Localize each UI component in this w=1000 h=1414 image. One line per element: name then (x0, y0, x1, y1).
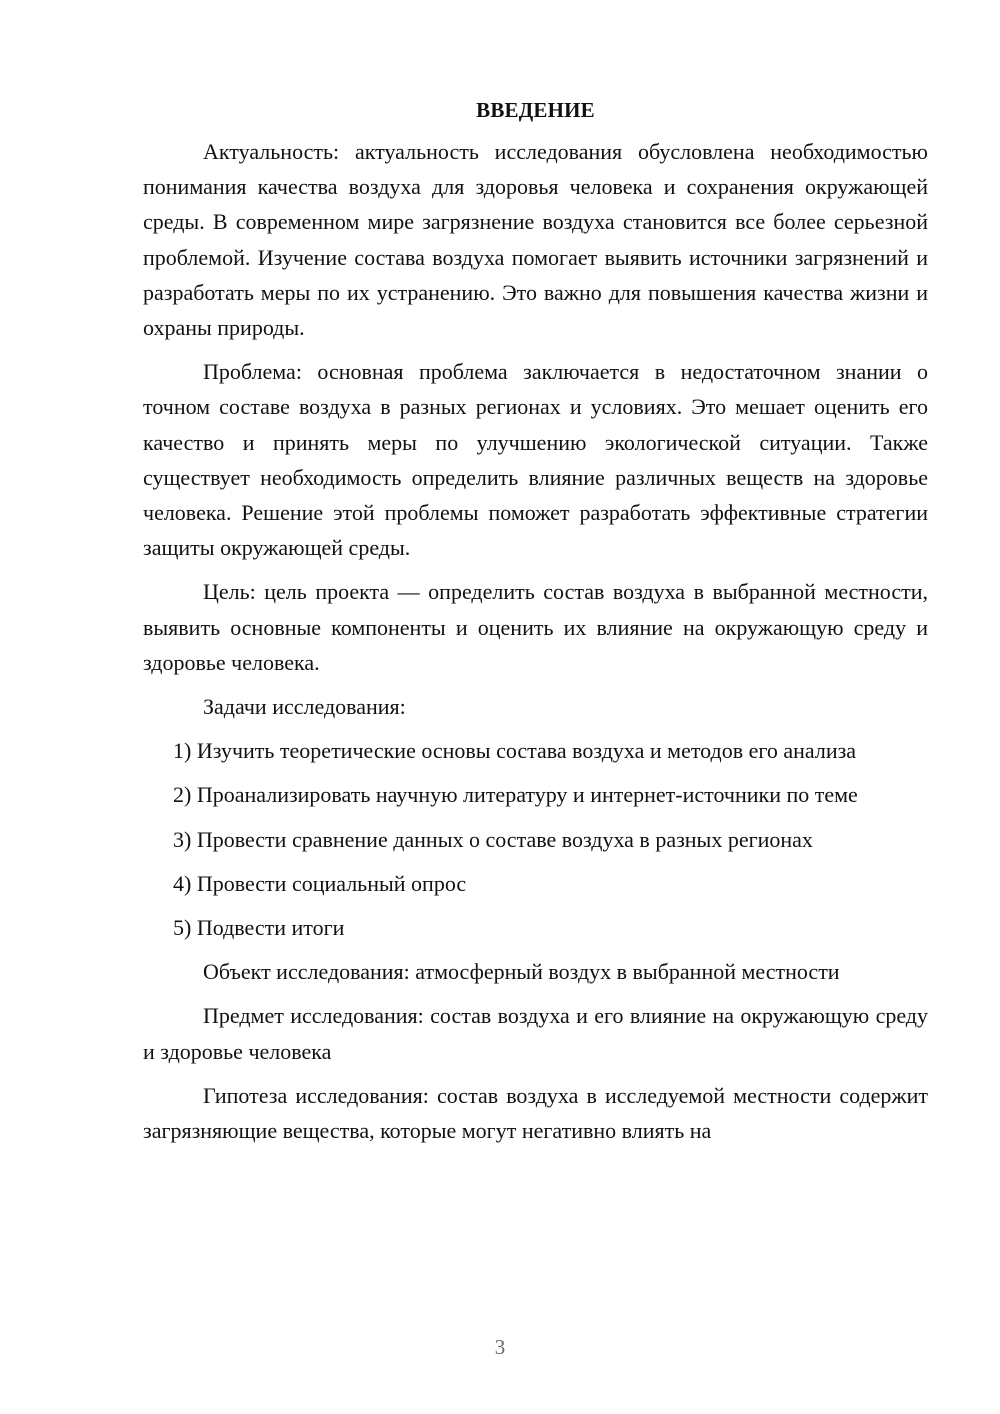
paragraph-goal: Цель: цель проекта — определить состав воздуха в выбранной местности, выявить основные компоненты и оценить их влияние на окружающую среду и здоровье человека. (143, 579, 928, 675)
paragraph-problem: Проблема: основная проблема заключается в недостаточном знании о точном составе воздуха в разных регионах и условиях. Это мешает оценить его качество и принять меры по улучшению экологической ситуации. Также существует необходимость определить влияние различных веществ на здоровье человека. Решение этой проблемы поможет разработать эффективные стратегии защиты окружающей среды. (143, 359, 928, 561)
paragraph-relevance: Актуальность: актуальность исследования обусловлена необходимостью понимания качества воздуха для здоровья человека и сохранения окружающей среды. В современном мире загрязнение воздуха становится все более серьезной проблемой. Изучение состава воздуха помогает выявить источники загрязнений и разработать меры по их устранению. Это важно для повышения качества жизни и охраны природы. (143, 139, 928, 341)
task-item-4: 4) Провести социальный опрос (173, 870, 467, 896)
paragraph-hypothesis: Гипотеза исследования: состав воздуха в исследуемой местности содержит загрязняющие вещества, которые могут негативно влиять на (143, 1082, 928, 1144)
section-title: ВВЕДЕНИЕ (476, 98, 595, 122)
paragraph-object: Объект исследования: атмосферный воздух в выбранной местности (203, 959, 840, 985)
page-number: 3 (494, 1335, 506, 1359)
task-item-1: 1) Изучить теоретические основы состава воздуха и методов его анализа (173, 738, 857, 764)
task-item-2: 2) Проанализировать научную литературу и интернет-источники по теме (173, 782, 858, 808)
paragraph-subject: Предмет исследования: состав воздуха и его влияние на окружающую среду и здоровье человека (143, 1003, 928, 1064)
page-content (143, 96, 928, 1148)
task-item-5: 5) Подвести итоги (173, 915, 345, 941)
task-item-3: 3) Провести сравнение данных о составе воздуха в разных регионах (173, 826, 813, 852)
tasks-heading: Задачи исследования: (203, 694, 406, 720)
